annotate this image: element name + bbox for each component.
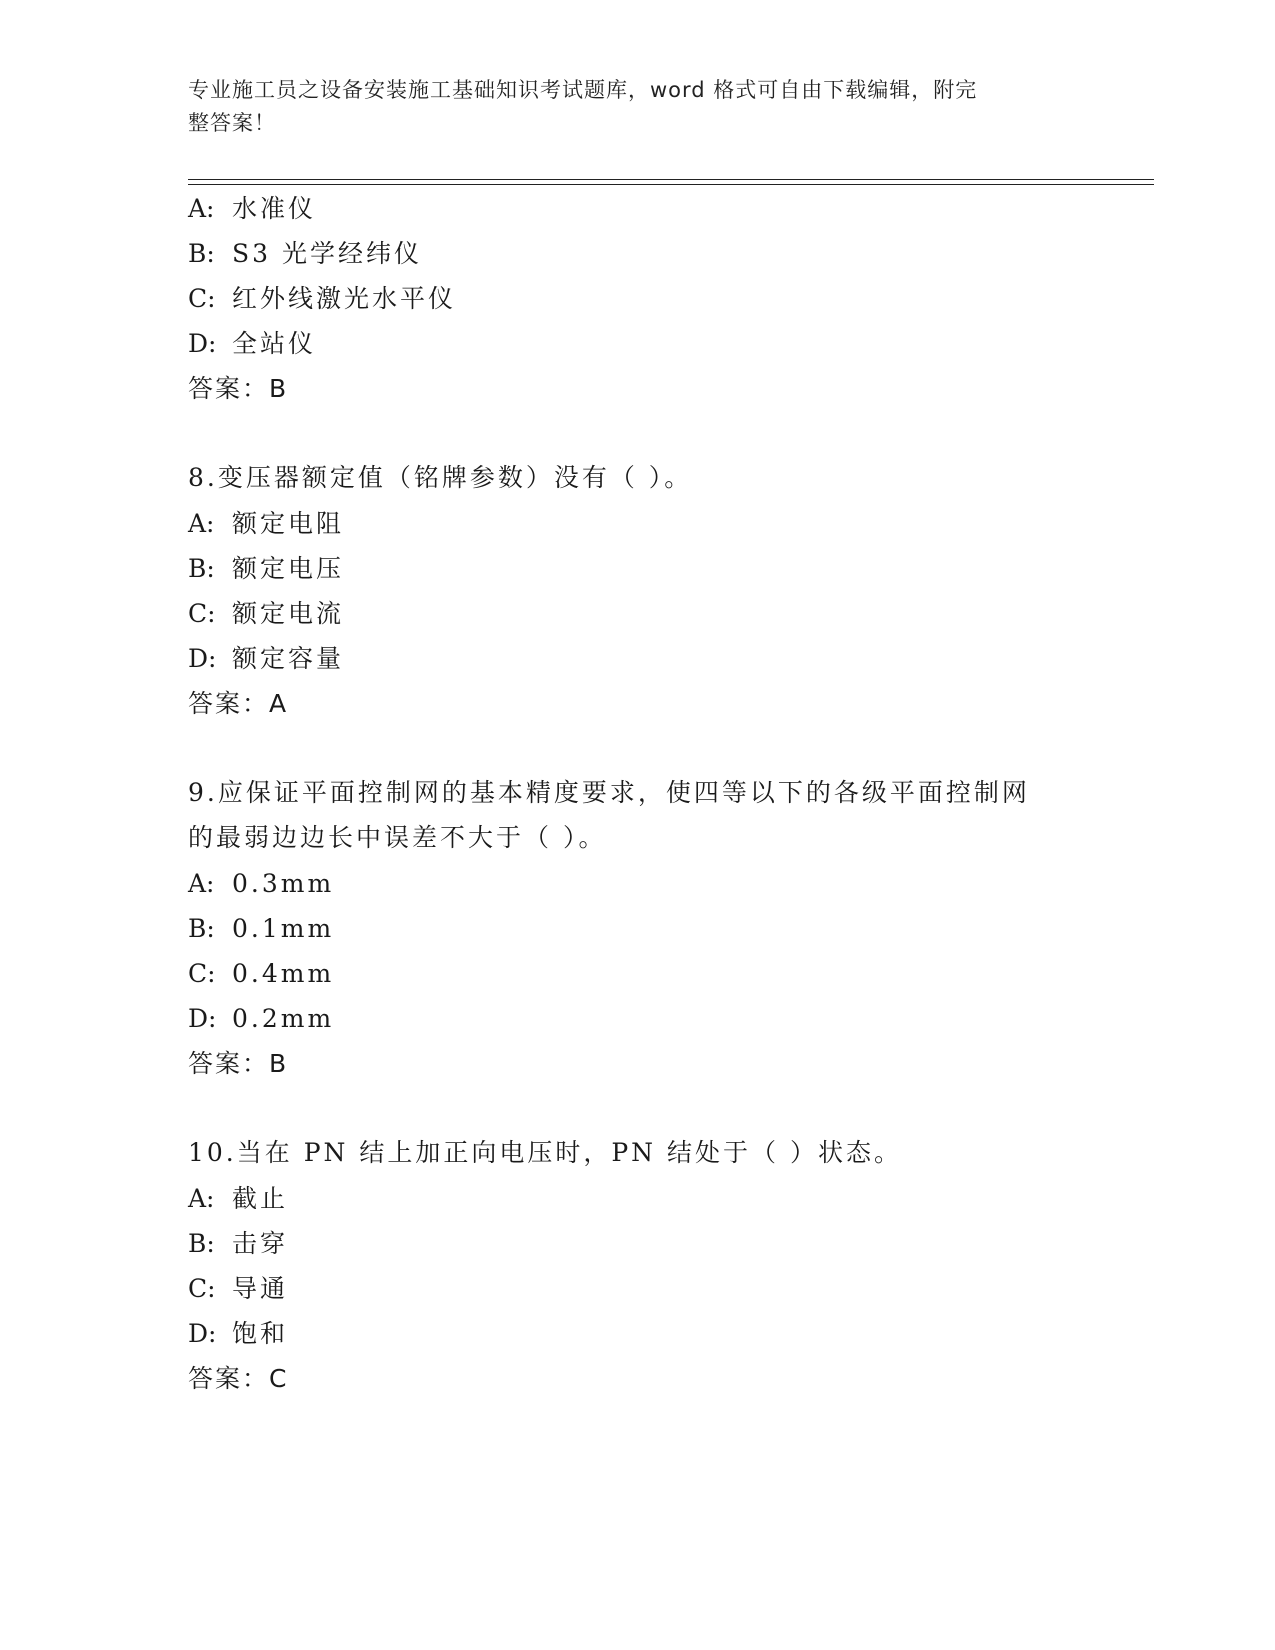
- option-letter: D:: [188, 644, 217, 673]
- option-letter: B:: [188, 239, 215, 268]
- q9-question-line-2: 的最弱边边长中误差不大于（ ）。: [188, 823, 607, 852]
- q10-option-a: [188, 1181, 288, 1217]
- q10-option-b: [188, 1226, 288, 1262]
- option-text: 水准仪: [232, 194, 317, 223]
- option-text: 0.3mm: [232, 869, 335, 898]
- option-letter: B:: [188, 914, 215, 943]
- header-divider-bottom: [188, 184, 1154, 185]
- option-letter: C:: [188, 959, 216, 988]
- option-text: 截止: [232, 1184, 289, 1213]
- q8-answer: 答案：A: [188, 689, 289, 718]
- q7-option-b: [188, 236, 422, 272]
- option-letter: D:: [188, 1004, 217, 1033]
- option-text: 饱和: [232, 1319, 289, 1348]
- option-letter: B:: [188, 554, 215, 583]
- option-letter: C:: [188, 284, 216, 313]
- q8-option-d: [188, 641, 344, 677]
- header-line-2: 整答案！: [188, 111, 276, 135]
- option-letter: D:: [188, 329, 217, 358]
- header-line-1: 专业施工员之设备安装施工基础知识考试题库，word 格式可自由下载编辑，附完: [188, 78, 978, 102]
- option-text: 0.4mm: [232, 959, 335, 988]
- option-text: S3 光学经纬仪: [232, 239, 422, 268]
- q9-answer: 答案：B: [188, 1049, 289, 1078]
- q9-question-line-1: 9.应保证平面控制网的基本精度要求，使四等以下的各级平面控制网: [188, 778, 1030, 807]
- option-text: 红外线激光水平仪: [232, 284, 457, 313]
- q7-option-a: [188, 191, 316, 227]
- option-text: 额定电压: [232, 554, 345, 583]
- q10-answer: 答案：C: [188, 1364, 289, 1393]
- q7-answer: 答案：B: [188, 374, 289, 403]
- q10-question: 10.当在 PN 结上加正向电压时，PN 结处于（ ）状态。: [188, 1138, 902, 1167]
- option-text: 额定电流: [232, 599, 345, 628]
- q7-option-d: [188, 326, 316, 362]
- option-letter: C:: [188, 1274, 216, 1303]
- q8-option-c: [188, 596, 344, 632]
- option-text: 0.2mm: [232, 1004, 335, 1033]
- q8-option-a: [188, 506, 344, 542]
- option-letter: A:: [188, 869, 215, 898]
- q10-option-d: [188, 1316, 288, 1352]
- document-header: [188, 74, 1068, 140]
- option-text: 0.1mm: [232, 914, 335, 943]
- option-text: 额定电阻: [232, 509, 345, 538]
- option-text: 击穿: [232, 1229, 289, 1258]
- option-text: 导通: [232, 1274, 289, 1303]
- q10-option-c: [188, 1271, 288, 1307]
- q8-option-b: [188, 551, 344, 587]
- q9-option-c: [188, 956, 334, 992]
- option-letter: A:: [188, 509, 215, 538]
- option-letter: B:: [188, 1229, 215, 1258]
- q9-option-a: [188, 866, 334, 902]
- q8-question: 8.变压器额定值（铭牌参数）没有（ ）。: [188, 463, 693, 492]
- header-divider-top: [188, 179, 1154, 180]
- q9-option-b: [188, 911, 334, 947]
- option-letter: A:: [188, 1184, 215, 1213]
- q9-option-d: [188, 1001, 334, 1037]
- option-letter: D:: [188, 1319, 217, 1348]
- option-text: 全站仪: [232, 329, 317, 358]
- option-text: 额定容量: [232, 644, 345, 673]
- option-letter: C:: [188, 599, 216, 628]
- q7-option-c: [188, 281, 456, 317]
- option-letter: A:: [188, 194, 215, 223]
